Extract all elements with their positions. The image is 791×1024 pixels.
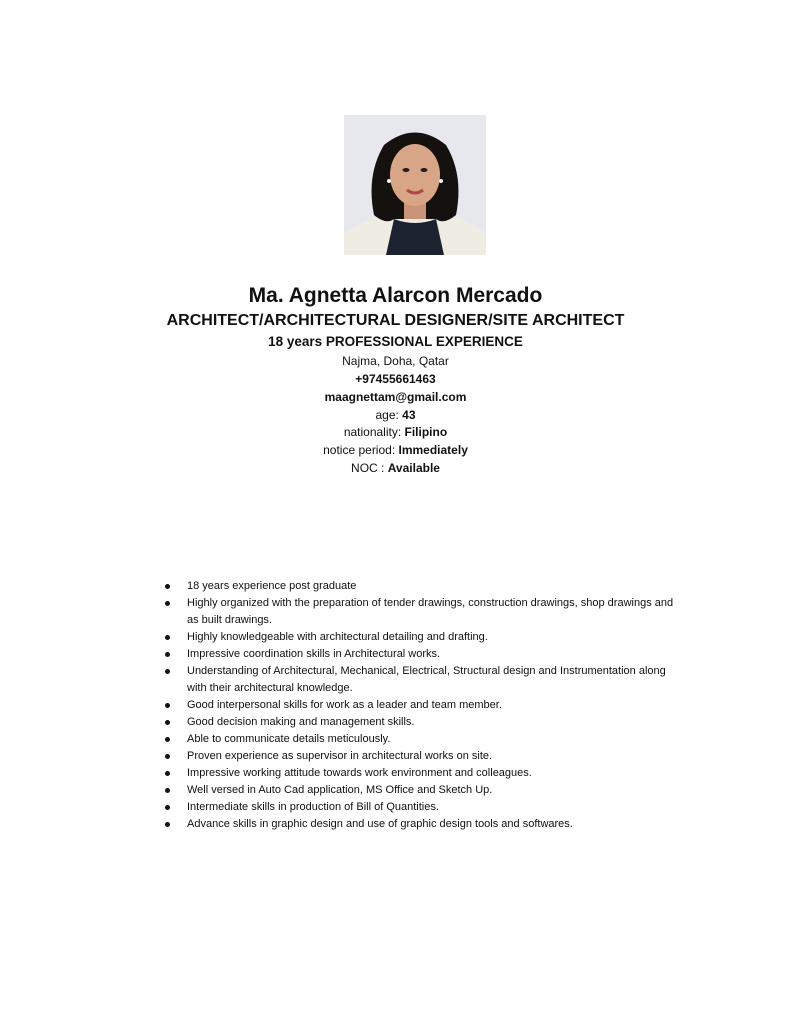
bullet-icon	[165, 635, 170, 640]
bullet-icon	[165, 805, 170, 810]
list-item	[160, 765, 680, 782]
bullet-icon	[165, 584, 170, 589]
list-item	[160, 595, 680, 629]
bullet-icon	[165, 720, 170, 725]
skill-text: Good decision making and management skills.	[187, 716, 415, 728]
bullet-icon	[165, 601, 170, 606]
notice-label: notice period:	[323, 443, 399, 457]
applicant-name: Ma. Agnetta Alarcon Mercado	[248, 284, 543, 307]
skill-text: Highly organized with the preparation of tender drawings, construction drawings, shop drawings and as built drawings.	[187, 597, 674, 626]
bullet-icon	[165, 771, 170, 776]
nationality-line	[0, 425, 791, 439]
list-item	[160, 629, 680, 646]
job-title: ARCHITECT/ARCHITECTURAL DESIGNER/SITE ARCHITECT	[166, 312, 625, 329]
list-item	[160, 731, 680, 748]
bullet-icon	[165, 754, 170, 759]
skills-list	[160, 578, 680, 833]
notice-value: Immediately	[398, 443, 468, 457]
phone-number: +97455661463	[355, 372, 436, 386]
list-item	[160, 714, 680, 731]
nationality-value: Filipino	[404, 425, 448, 439]
address: Najma, Doha, Qatar	[342, 354, 449, 368]
bullet-icon	[165, 703, 170, 708]
bullet-icon	[165, 652, 170, 657]
skill-text: Impressive working attitude towards work environment and colleagues.	[187, 767, 532, 779]
bullet-icon	[165, 788, 170, 793]
list-item	[160, 646, 680, 663]
skill-text: Advance skills in graphic design and use of graphic design tools and softwares.	[187, 818, 573, 830]
skill-text: Proven experience as supervisor in architectural works on site.	[187, 750, 493, 762]
list-item	[160, 578, 680, 595]
list-item	[160, 816, 680, 833]
skill-text: Highly knowledgeable with architectural detailing and drafting.	[187, 631, 488, 643]
skill-text: Intermediate skills in production of Bill of Quantities.	[187, 801, 439, 813]
age-line	[0, 408, 791, 422]
skill-text: Good interpersonal skills for work as a leader and team member.	[187, 699, 502, 711]
list-item	[160, 663, 680, 697]
skill-text: 18 years experience post graduate	[187, 580, 357, 592]
list-item	[160, 782, 680, 799]
notice-period-line	[0, 443, 791, 457]
profile-photo	[344, 115, 486, 255]
email-address: maagnettam@gmail.com	[324, 390, 467, 404]
bullet-icon	[165, 669, 170, 674]
skill-text: Well versed in Auto Cad application, MS Office and Sketch Up.	[187, 784, 493, 796]
skill-text: Impressive coordination skills in Architectural works.	[187, 648, 441, 660]
noc-value: Available	[387, 461, 440, 475]
age-label: age:	[375, 408, 403, 422]
nationality-label: nationality:	[343, 425, 405, 439]
skill-text: Able to communicate details meticulously.	[187, 733, 391, 745]
bullet-icon	[165, 822, 170, 827]
list-item	[160, 748, 680, 765]
noc-label: NOC :	[351, 461, 388, 475]
experience-summary: 18 years PROFESSIONAL EXPERIENCE	[268, 334, 523, 349]
age-value: 43	[402, 408, 416, 422]
skill-text: Understanding of Architectural, Mechanical, Electrical, Structural design and Instrumentation along with their architectural knowledge.	[187, 665, 666, 694]
list-item	[160, 697, 680, 714]
bullet-icon	[165, 737, 170, 742]
noc-line	[0, 461, 791, 475]
list-item	[160, 799, 680, 816]
